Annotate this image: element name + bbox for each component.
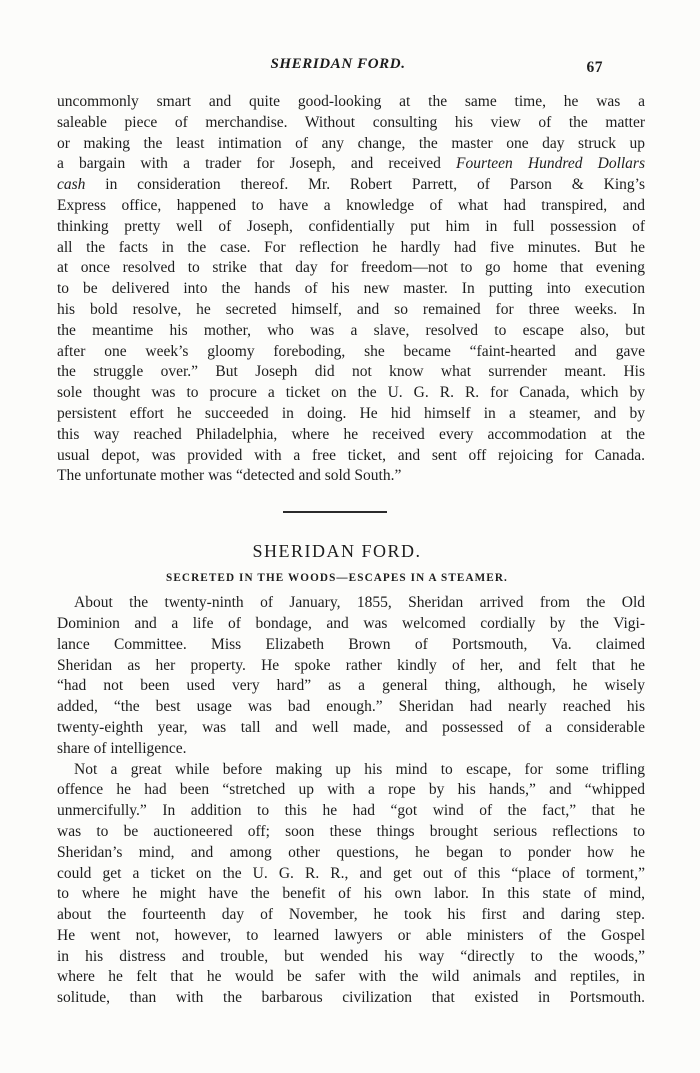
text-run: Sheridan’s mind, and among other questions, he began to ponder how he (57, 843, 645, 861)
page-number: 67 (586, 59, 603, 76)
running-header (57, 56, 645, 78)
text-line (57, 884, 645, 905)
text-run: or making the least intimation of any change, the master one day struck up (57, 134, 645, 152)
chapter-title: SHERIDAN FORD. (252, 541, 422, 562)
text-run: all the facts in the case. For reflection he hardly had five minutes. But he (57, 238, 645, 256)
text-line (57, 926, 645, 947)
text-run: About the twenty-ninth of January, 1855, Sheridan arrived from the Old (74, 594, 645, 612)
text-run: persistent effort he succeeded in doing. He hid himself in a steamer, and by (57, 404, 645, 422)
text-line (57, 92, 645, 113)
text-run: was to be auctioneered off; soon these things brought serious reflections to (57, 822, 645, 840)
text-run: offence he had been “stretched up with a rope by his hands,” and “whipped (57, 781, 645, 799)
text-run: to be delivered into the hands of his new master. In putting into execution (57, 280, 645, 298)
italic-text-run: cash (57, 176, 86, 194)
text-run: to where he might have the benefit of his own labor. In this state of mind, (57, 885, 645, 903)
text-run: share of intelligence. (57, 739, 187, 757)
text-line (57, 279, 645, 300)
chapter-subtitle: SECRETED IN THE WOODS—ESCAPES IN A STEAMER. (166, 572, 508, 585)
text-line (57, 425, 645, 446)
text-line (57, 113, 645, 134)
text-run: He went not, however, to learned lawyers or able ministers of the Gospel (57, 926, 645, 944)
text-line (57, 635, 645, 656)
text-run: the meantime his mother, who was a slave, resolved to escape also, but (57, 321, 645, 339)
text-line (57, 321, 645, 342)
text-run: at once resolved to strike that day for freedom—not to go home that evening (57, 259, 645, 277)
paragraph (57, 92, 645, 487)
text-line (57, 154, 645, 175)
chapter-paragraphs (57, 593, 645, 1009)
text-line (57, 656, 645, 677)
text-line (57, 905, 645, 926)
text-line (57, 801, 645, 822)
text-run: lance Committee. Miss Elizabeth Brown of Portsmouth, Va. claimed (57, 635, 645, 653)
text-run: could get a ticket on the U. G. R. R., and get out of this “place of torment,” (57, 864, 645, 882)
text-run: his bold resolve, he secreted himself, and so remained for three weeks. In (57, 300, 645, 318)
text-run: saleable piece of merchandise. Without consulting his view of the matter (57, 113, 645, 131)
text-run: the struggle over.” But Joseph did not know what surrender meant. His (57, 363, 645, 381)
text-run: thinking pretty well of Joseph, confidentially put him in full possession of (57, 217, 645, 235)
text-line (57, 843, 645, 864)
text-line (57, 404, 645, 425)
text-line (57, 362, 645, 383)
text-run: where he felt that he would be safer with the wild animals and reptiles, in (57, 968, 645, 986)
text-line (57, 718, 645, 739)
text-run: solitude, than with the barbarous civilization that existed in Portsmouth. (57, 989, 645, 1007)
text-run: about the fourteenth day of November, he took his first and daring step. (57, 906, 645, 924)
text-run: Not a great while before making up his mind to escape, for some trifling (74, 760, 645, 778)
text-run: The unfortunate mother was “detected and sold South.” (57, 467, 402, 485)
paragraph (57, 593, 645, 759)
continuation-paragraphs (57, 92, 645, 487)
text-line (57, 988, 645, 1009)
text-line (57, 383, 645, 404)
text-run: Sheridan as her property. He spoke rather kindly of her, and felt that he (57, 656, 645, 674)
text-run: in consideration thereof. Mr. Robert Parrett, of Parson & King’s (85, 176, 645, 194)
text-line (57, 342, 645, 363)
text-run: Dominion and a life of bondage, and was welcomed cordially by the Vigi- (57, 614, 645, 632)
text-line (57, 466, 645, 487)
text-run: unmercifully.” In addition to this he had “got wind of the fact,” that he (57, 802, 645, 820)
text-line (57, 967, 645, 988)
text-line (57, 175, 645, 196)
body-text (57, 92, 645, 1009)
text-run: uncommonly smart and quite good-looking at the same time, he was a (57, 93, 645, 110)
text-run: after one week’s gloomy foreboding, she became “faint-hearted and gave (57, 342, 645, 360)
text-line (57, 300, 645, 321)
text-line (57, 739, 645, 760)
text-line (57, 217, 645, 238)
text-line (57, 196, 645, 217)
italic-text-run: Fourteen Hundred Dollars (455, 155, 645, 173)
text-line (57, 134, 645, 155)
text-line (57, 760, 645, 781)
text-line (57, 676, 645, 697)
text-line (57, 780, 645, 801)
text-line (57, 697, 645, 718)
paragraph (57, 760, 645, 1010)
text-run: sole thought was to procure a ticket on the U. G. R. R. for Canada, which by (57, 384, 645, 402)
section-divider-rule (283, 511, 387, 513)
text-line (57, 258, 645, 279)
text-run: in his distress and trouble, but wended his way “directly to the woods,” (57, 947, 645, 965)
text-line (57, 864, 645, 885)
text-run: Express office, happened to have a knowledge of what had transpired, and (57, 196, 645, 214)
text-run: twenty-eighth year, was tall and well made, and possessed of a considerable (57, 718, 645, 736)
text-run: usual depot, was provided with a free ticket, and sent off rejoicing for Canada. (57, 446, 645, 464)
text-line (57, 947, 645, 968)
text-line (57, 614, 645, 635)
text-run: “had not been used very hard” as a general thing, although, he wisely (57, 677, 645, 695)
text-line (57, 446, 645, 467)
text-line (57, 238, 645, 259)
text-line (57, 822, 645, 843)
text-run: added, “the best usage was bad enough.” Sheridan had nearly reached his (57, 698, 645, 716)
running-title: SHERIDAN FORD. (270, 56, 406, 72)
text-run: this way reached Philadelphia, where he received every accommodation at the (57, 425, 645, 443)
text-run: a bargain with a trader for Joseph, and received (57, 155, 456, 173)
text-line (57, 593, 645, 614)
